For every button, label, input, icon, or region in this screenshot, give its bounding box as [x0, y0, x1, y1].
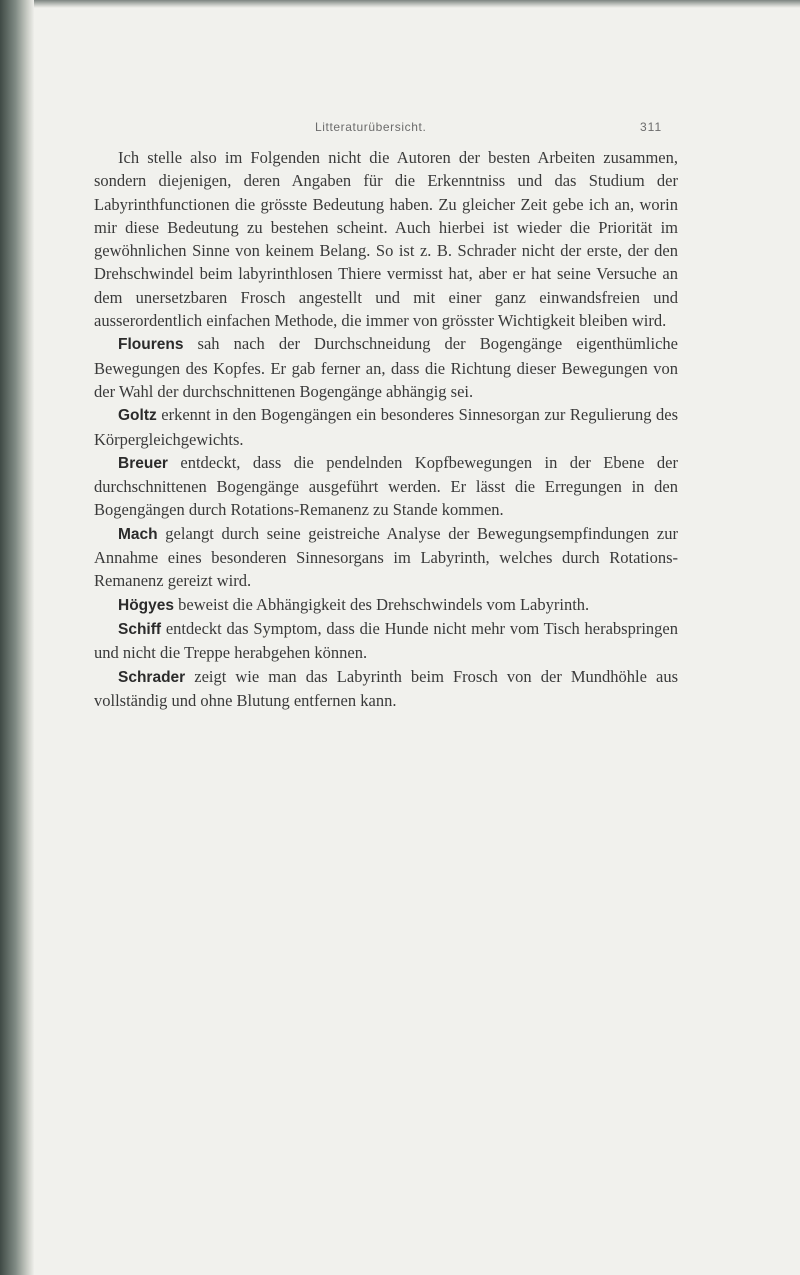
paragraph-breuer [94, 451, 678, 522]
paragraph-text: beweist die Abhängigkeit des Drehschwindels vom Labyrinth. [174, 594, 590, 614]
author-name: Flourens [118, 336, 184, 354]
book-gutter-shadow [0, 0, 34, 1275]
author-name: Schiff [118, 620, 162, 638]
author-name: Schrader [118, 668, 186, 686]
paragraph-text: entdeckt das Symptom, dass die Hunde nicht mehr vom Tisch herabspringen und nicht die Treppe herabgehen können. [94, 618, 678, 663]
paragraph-goltz [94, 403, 678, 451]
author-name: Högyes [118, 596, 174, 614]
paragraph-mach [94, 522, 678, 593]
paragraph-hoegyes [94, 593, 678, 617]
page-number: 311 [640, 120, 663, 134]
author-name: Mach [118, 525, 158, 543]
paragraph-text: entdeckt, dass die pendelnden Kopfbewegungen in der Ebene der durchschnittenen Bogengänge ausgeführt werden. Er lässt die Erregungen in den Bogengängen durch Rotations-Remanenz zu Stande kommen. [94, 452, 678, 520]
paragraph-intro [94, 146, 678, 332]
running-head: Litteraturübersicht. [315, 120, 427, 134]
paragraph-text: erkennt in den Bogengängen ein besonderes Sinnesorgan zur Regulierung des Körpergleichgewichts. [94, 405, 678, 449]
body-text [94, 146, 678, 712]
page-top-edge [0, 0, 800, 8]
paragraph-schiff [94, 617, 678, 665]
paragraph-schrader [94, 665, 678, 713]
author-name: Breuer [118, 454, 168, 472]
paragraph-text: Ich stelle also im Folgenden nicht die Autoren der besten Arbeiten zusammen, sondern diejenigen, deren Angaben für die Erkenntniss und das Studium der Labyrinthfunctionen die grösste Bedeutung haben. Zu gleicher Zeit gebe ich an, worin mir diese Bedeutung zu bestehen scheint. Auch hierbei ist wieder die Priorität im gewöhnlichen Sinne von keinem Belang. So ist z. B. Schrader nicht der erste, der den Drehschwindel beim labyrinthlosen Thiere vermisst hat, aber er hat seine Versuche an dem unersetzbaren Frosch angestellt und mit einer ganz einwandsfreien und ausserordentlich einfachen Methode, die immer von grösster Wichtigkeit bleiben wird. [94, 148, 678, 331]
paragraph-flourens [94, 332, 678, 403]
author-name: Goltz [118, 407, 157, 425]
paragraph-text: gelangt durch seine geistreiche Analyse der Bewegungsempfindungen zur Annahme eines besonderen Sinnesorgans im Labyrinth, welches durch Rotations-Remanenz gereizt wird. [94, 523, 678, 591]
paragraph-text: sah nach der Durchschneidung der Bogengänge eigenthümliche Bewegungen des Kopfes. Er gab ferner an, dass die Richtung dieser Bewegungen von der Wahl der durchschnittenen Bogengänge abhängig sei. [94, 334, 678, 401]
paragraph-text: zeigt wie man das Labyrinth beim Frosch von der Mundhöhle aus vollständig und ohne Blutung entfernen kann. [94, 666, 678, 710]
